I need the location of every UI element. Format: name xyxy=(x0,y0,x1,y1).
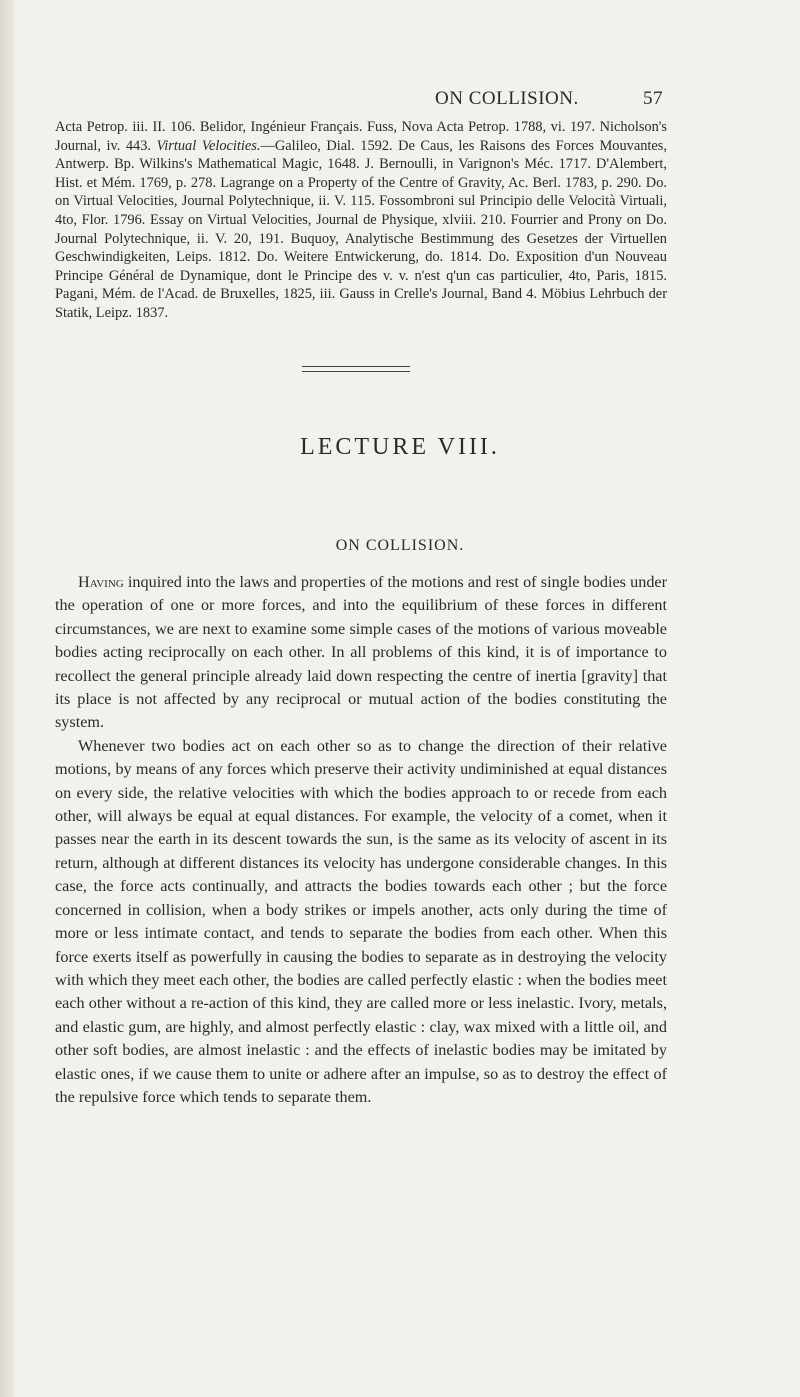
virtual-velocities-heading: Virtual Velocities. xyxy=(156,137,261,154)
paragraph-1 xyxy=(55,571,667,735)
references-paragraph xyxy=(55,118,667,323)
running-head-title: ON COLLISION. xyxy=(435,88,579,109)
paragraph-2: Whenever two bodies act on each other so as to change the direction of their relative motions, by means of any forces which preserve their activity undiminished at equal distances on every side, the relative velocities with which the bodies approach to or recede from each other, will always be equal at equal distances. For example, the velocity of a comet, when it passes near the earth in its descent towards the sun, is the same as its velocity of ascent in its return, although at different distances its velocity has undergone considerable changes. In this case, the force acts continually, and attracts the bodies towards each other ; but the force concerned in collision, when a body strikes or impels another, acts only during the time of more or less intimate contact, and tends to separate the bodies from each other. When this force exerts itself as powerfully in causing the bodies to separate as in destroying the velocity with which they meet each other, the bodies are called perfectly elastic : when the bodies meet each other without a re-action of this kind, they are called more or less inelastic. Ivory, metals, and elastic gum, are highly, and almost perfectly elastic : clay, wax mixed with a little oil, and other soft bodies, are almost inelastic : and the effects of inelastic bodies may be imitated by elastic ones, if we cause them to unite or adhere after an impulse, so as to destroy the effect of the repulsive force which tends to separate them. xyxy=(55,736,667,1106)
body-text xyxy=(55,571,667,1109)
section-title: ON COLLISION. xyxy=(335,537,465,554)
references-block xyxy=(55,118,667,323)
section-divider-rule xyxy=(302,366,410,372)
lecture-title: LECTURE VIII. xyxy=(300,434,500,460)
references-segment-2: —Galileo, Dial. 1592. De Caus, les Raisons des Forces Mouvantes, Antwerp. Bp. Wilkins's Mathematical Magic, 1648. J. Bernoulli, in Varignon's Méc. 1717. D'Alembert, Hist. et Mém. 1769, p. 278. Lagrange on a Property of the Centre of Gravity, Ac. Berl. 1783, p. 290. Do. on Virtual Velocities, Journal Polytechnique, ii. V. 115. Fossombroni sul Principio delle Velocità Virtuali, 4to, Flor. 1796. Essay on Virtual Velocities, Journal de Physique, xlviii. 210. Fourrier and Prony on Do. Journal Polytechnique, ii. V. 20, 191. Buquoy, Analytische Bestimmung des Gesetzes der Virtuellen Geschwindigkeiten, Leips. 1812. Do. Weitere Entwickerung, do. 1814. Do. Exposition d'un Nouveau Principe Général de Dynamique, dont le Principe des v. v. n'est q'un cas particulier, 4to, Paris, 1815. Pagani, Mém. de l'Acad. de Bruxelles, 1825, iii. Gauss in Crelle's Journal, Band 4. Möbius Lehrbuch der Statik, Leipz. 1837. xyxy=(55,137,668,321)
references-segment-1: Acta Petrop. iii. II. 106. Belidor, Ingénieur Français. Fuss, Nova Acta Petrop. 1788, vi. 197. Nicholson's Journal, iv. 443. xyxy=(55,119,667,154)
paragraph-1-lead: Having xyxy=(78,573,124,591)
page-number: 57 xyxy=(643,88,663,109)
paragraph-1-text: inquired into the laws and properties of the motions and rest of single bodies under the operation of one or more forces, and into the equilibrium of these forces in different circumstances, we are next to examine some simple cases of the motions of various moveable bodies acting reciprocally on each other. In all problems of this kind, it is of importance to recollect the general principle already laid down respecting the centre of inertia [gravity] that its place is not affected by any reciprocal or mutual action of the bodies constituting the system. xyxy=(55,573,667,732)
